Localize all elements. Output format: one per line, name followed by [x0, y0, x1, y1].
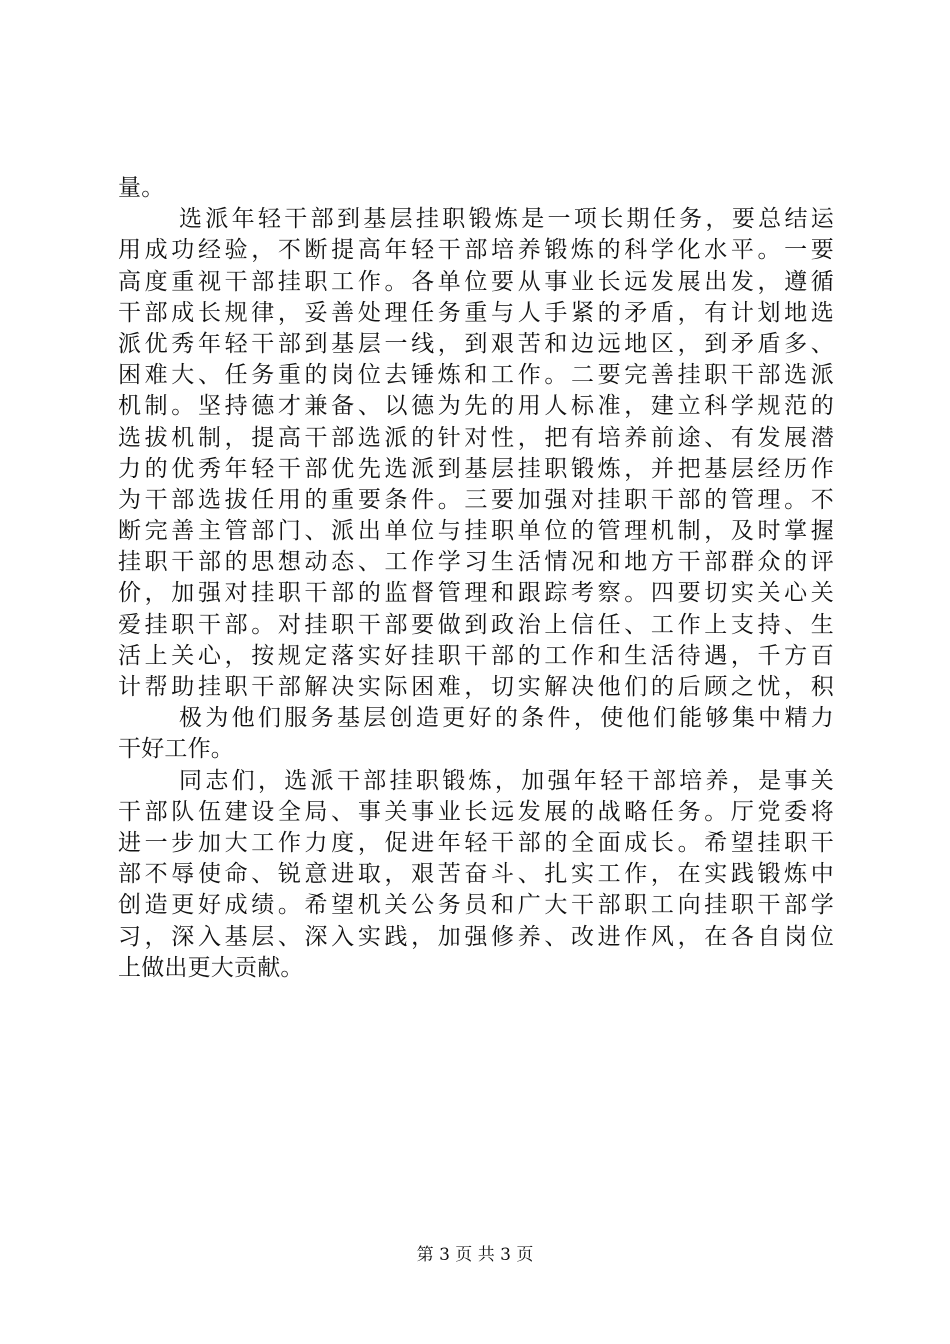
page-number-footer: 第 3 页 共 3 页 — [416, 1245, 534, 1265]
text-line: 断完善主管部门、派出单位与挂职单位的管理机制，及时掌握 — [118, 518, 834, 545]
text-line: 进一步加大工作力度，促进年轻干部的全面成长。希望挂职干 — [118, 829, 834, 856]
text-line: 机制。坚持德才兼备、以德为先的用人标准，建立科学规范的 — [118, 393, 834, 420]
text-line: 量。 — [118, 175, 165, 201]
text-line: 极为他们服务基层创造更好的条件，使他们能够集中精力 — [179, 705, 834, 732]
text-line: 上做出更大贡献。 — [118, 954, 304, 981]
text-line: 习，深入基层、深入实践，加强修养、改进作风，在各自岗位 — [118, 923, 834, 950]
text-line: 干部队伍建设全局、事关事业长远发展的战略任务。厅党委将 — [118, 798, 834, 825]
text-line: 高度重视干部挂职工作。各单位要从事业长远发展出发，遵循 — [118, 268, 834, 295]
text-line: 活上关心，按规定落实好挂职干部的工作和生活待遇，千方百 — [118, 642, 834, 669]
text-line: 干部成长规律，妥善处理任务重与人手紧的矛盾，有计划地选 — [118, 299, 834, 326]
text-line: 选派年轻干部到基层挂职锻炼是一项长期任务，要总结运 — [179, 206, 834, 233]
text-line: 为干部选拔任用的重要条件。三要加强对挂职干部的管理。不 — [118, 486, 834, 513]
text-line: 干好工作。 — [118, 736, 234, 763]
text-line: 爱挂职干部。对挂职干部要做到政治上信任、工作上支持、生 — [118, 611, 834, 638]
text-line: 挂职干部的思想动态、工作学习生活情况和地方干部群众的评 — [118, 549, 834, 576]
text-line: 选拔机制，提高干部选派的针对性，把有培养前途、有发展潜 — [118, 424, 834, 451]
text-line: 价，加强对挂职干部的监督管理和跟踪考察。四要切实关心关 — [118, 580, 834, 607]
text-line: 派优秀年轻干部到基层一线，到艰苦和边远地区，到矛盾多、 — [118, 330, 834, 357]
text-line: 困难大、任务重的岗位去锤炼和工作。二要完善挂职干部选派 — [118, 362, 834, 389]
text-line: 部不辱使命、锐意进取，艰苦奋斗、扎实工作，在实践锻炼中 — [118, 861, 834, 888]
document-body — [118, 173, 834, 984]
text-line: 力的优秀年轻干部优先选派到基层挂职锻炼，并把基层经历作 — [118, 455, 834, 482]
text-line: 创造更好成绩。希望机关公务员和广大干部职工向挂职干部学 — [118, 892, 834, 919]
text-line: 用成功经验，不断提高年轻干部培养锻炼的科学化水平。一要 — [118, 237, 834, 264]
text-line: 计帮助挂职干部解决实际困难，切实解决他们的后顾之忧，积 — [118, 674, 834, 700]
text-line: 同志们，选派干部挂职锻炼，加强年轻干部培养，是事关 — [179, 767, 834, 794]
